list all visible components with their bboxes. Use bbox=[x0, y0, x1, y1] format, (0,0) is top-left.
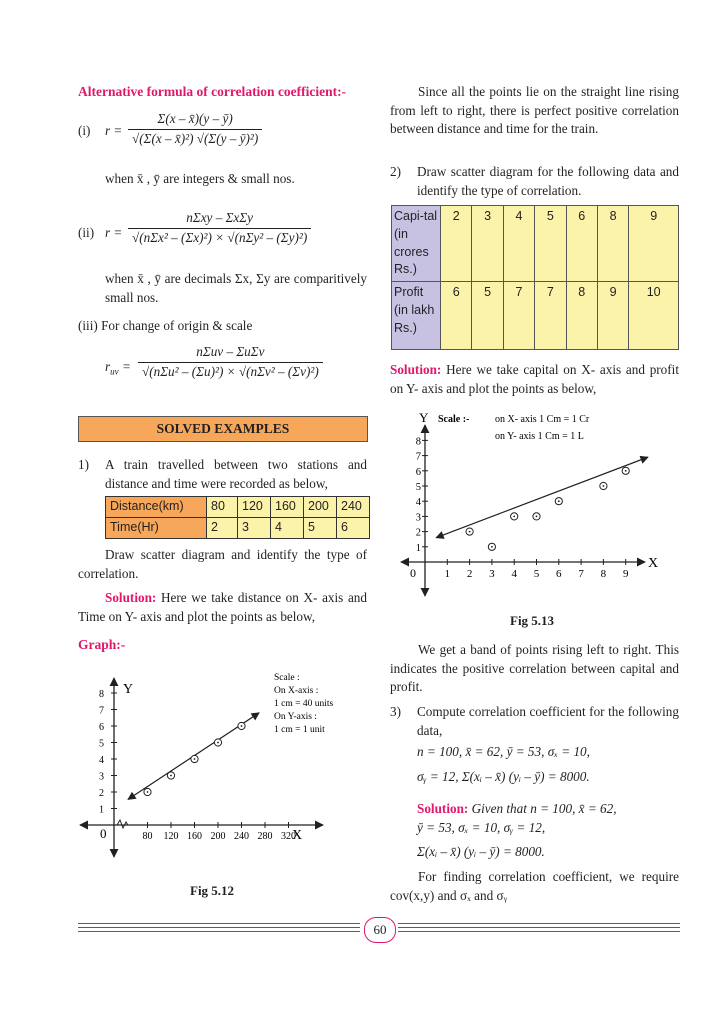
table-cell: 160 bbox=[271, 497, 304, 518]
question-2-text: Draw scatter diagram for the following data and identify the type of correlation. bbox=[417, 164, 679, 198]
solution-3-line-3: Σ(xᵢ – x̄) (yᵢ – ȳ) = 8000. bbox=[417, 844, 545, 859]
table-cell: 120 bbox=[238, 497, 271, 518]
x-axis-label: X bbox=[292, 828, 303, 843]
question-2-number: 2) bbox=[390, 164, 401, 179]
solved-examples-banner: SOLVED EXAMPLES bbox=[78, 416, 368, 442]
formula-2-numerator: nΣxy – ΣxΣy bbox=[186, 210, 253, 225]
table-cell: 7 bbox=[503, 282, 534, 350]
scatter-point-dot bbox=[491, 546, 493, 548]
formula-2-label: (ii) bbox=[78, 225, 95, 240]
table-row bbox=[106, 497, 370, 518]
x-tick-label: 3 bbox=[489, 568, 495, 580]
x-tick-label: 8 bbox=[600, 568, 607, 580]
x-tick-label: 9 bbox=[622, 568, 629, 580]
footer-rule-left bbox=[78, 923, 360, 924]
formula-2 bbox=[128, 209, 311, 247]
scale-text: Scale :- bbox=[438, 414, 470, 425]
scatter-point-dot bbox=[241, 725, 243, 727]
formula-3-lhs bbox=[105, 358, 131, 378]
solution-2 bbox=[390, 361, 679, 398]
question-3-text: Compute correlation coefficient for the following data, bbox=[417, 704, 679, 738]
x-tick-label: 160 bbox=[187, 831, 202, 842]
table-cell: 8 bbox=[597, 206, 628, 282]
scatter-point-dot bbox=[469, 531, 471, 533]
table-cell: 9 bbox=[629, 206, 679, 282]
formula-3-sub: uv bbox=[110, 366, 119, 377]
solution-1-label: Solution: bbox=[105, 590, 157, 605]
scale-text: 1 cm = 1 unit bbox=[274, 725, 325, 735]
table-cell: 200 bbox=[304, 497, 337, 518]
table-cell: 80 bbox=[207, 497, 238, 518]
y-tick-label: 3 bbox=[415, 512, 421, 524]
table-cell: 9 bbox=[597, 282, 628, 350]
x-tick-label: 240 bbox=[234, 831, 249, 842]
table-row-label: Capi-tal (in crores Rs.) bbox=[392, 206, 441, 282]
y-tick-label: 5 bbox=[415, 482, 421, 493]
table-cell: 6 bbox=[441, 282, 472, 350]
scale-text: Scale : bbox=[274, 673, 300, 683]
table-cell: 8 bbox=[566, 282, 597, 350]
formula-2-lhs: r = bbox=[105, 225, 123, 240]
x-tick-label: 6 bbox=[556, 568, 562, 580]
x-tick-label: 80 bbox=[142, 831, 153, 842]
capital-profit-table bbox=[391, 205, 679, 350]
scatter-point-dot bbox=[558, 500, 560, 502]
origin-label: 0 bbox=[100, 826, 107, 841]
solution-3 bbox=[417, 800, 679, 819]
x-tick-label: 120 bbox=[163, 831, 179, 842]
y-tick-label: 2 bbox=[415, 527, 421, 539]
fig-5-12-caption: Fig 5.12 bbox=[190, 883, 235, 898]
y-tick-label: 5 bbox=[99, 738, 104, 750]
formula-3-numerator: nΣuv – ΣuΣv bbox=[196, 344, 265, 359]
table-cell: 6 bbox=[566, 206, 597, 282]
table-cell: 3 bbox=[472, 206, 503, 282]
y-tick-label: 1 bbox=[99, 804, 104, 816]
solution-3-label: Solution: bbox=[417, 801, 469, 816]
x-tick-label: 280 bbox=[257, 831, 273, 842]
scale-text: On X-axis : bbox=[274, 686, 319, 696]
alt-formula-heading: Alternative formula of correlation coefficient:- bbox=[78, 84, 347, 99]
origin-label: 0 bbox=[410, 566, 416, 580]
table-cell: 5 bbox=[304, 517, 337, 538]
question-1-instruction: Draw scatter diagram and identify the type of correlation. bbox=[78, 547, 367, 581]
x-tick-label: 200 bbox=[210, 831, 226, 842]
scale-text: 1 cm = 40 units bbox=[274, 699, 334, 709]
question-3-number: 3) bbox=[390, 704, 401, 719]
scale-text: On Y-axis : bbox=[274, 712, 317, 722]
x-tick-label: 320 bbox=[281, 831, 296, 842]
scatter-chart-fig-5-12 bbox=[78, 660, 368, 860]
table-row bbox=[392, 282, 679, 350]
table-cell: 3 bbox=[238, 517, 271, 538]
distance-time-table bbox=[105, 496, 370, 539]
formula-1-note: when x̄ , ȳ are integers & small nos. bbox=[105, 171, 295, 186]
table-cell: 10 bbox=[629, 282, 679, 350]
y-tick-label: 7 bbox=[99, 705, 104, 717]
y-tick-label: 6 bbox=[99, 722, 104, 733]
footer-rule-right bbox=[398, 923, 680, 924]
solution-2-label: Solution: bbox=[390, 362, 442, 377]
solution-2-text: Here we take capital on X- axis and profit on Y- axis and plot the points as below, bbox=[390, 362, 679, 396]
solution-3-line-1: Given that n = 100, x̄ = 62, bbox=[471, 801, 617, 816]
scatter-point-dot bbox=[603, 485, 605, 487]
solution-3-line-2: ȳ = 53, σₓ = 10, σᵧ = 12, bbox=[417, 820, 546, 835]
footer-rule-left-2 bbox=[78, 927, 360, 928]
solution-1-text: Here we take distance on X- axis and Time on Y- axis and plot the points as below, bbox=[78, 590, 367, 624]
solution-3-line-4: For finding correlation coefficient, we require cov(x,y) and σₓ and σᵧ bbox=[390, 869, 679, 903]
formula-1-denominator: √(Σ(x – x̄)²) √(Σ(y – ȳ)²) bbox=[128, 129, 262, 149]
table-cell: 2 bbox=[441, 206, 472, 282]
formula-3-eq: = bbox=[121, 359, 131, 374]
formula-1-numerator: Σ(x – x̄)(y – ȳ) bbox=[157, 111, 233, 126]
question-1-text: A train travelled between two stations and distance and time were recorded as below, bbox=[105, 457, 367, 491]
table-cell: 5 bbox=[472, 282, 503, 350]
footer-rule-right-3 bbox=[398, 931, 680, 932]
formula-1-lhs: r = bbox=[105, 123, 123, 138]
table-cell: 240 bbox=[337, 497, 370, 518]
table-row bbox=[392, 206, 679, 282]
table-cell: 4 bbox=[271, 517, 304, 538]
x-tick-label: 2 bbox=[466, 568, 473, 580]
graph-label: Graph:- bbox=[78, 637, 126, 652]
table-row-label: Profit (in lakh Rs.) bbox=[392, 282, 441, 350]
fig-5-13-caption: Fig 5.13 bbox=[510, 613, 555, 628]
y-tick-label: 1 bbox=[415, 542, 421, 554]
formula-2-note: when x̄ , ȳ are decimals Σx, Σy are comparitively small nos. bbox=[105, 271, 367, 305]
page-number: 60 bbox=[364, 917, 396, 943]
y-tick-label: 4 bbox=[99, 755, 104, 766]
scatter-point-dot bbox=[217, 742, 219, 744]
table-cell: 7 bbox=[535, 282, 566, 350]
table-row-label: Time(Hr) bbox=[106, 517, 207, 538]
y-axis-label: Y bbox=[419, 410, 429, 425]
y-tick-label: 8 bbox=[99, 689, 104, 700]
solution-1 bbox=[78, 589, 367, 626]
table-cell: 4 bbox=[503, 206, 534, 282]
scatter-point-dot bbox=[513, 516, 515, 518]
formula-3-r: r bbox=[105, 359, 111, 374]
question-1-number: 1) bbox=[78, 457, 89, 472]
y-tick-label: 2 bbox=[99, 788, 104, 799]
x-axis-label: X bbox=[648, 556, 659, 571]
y-tick-label: 3 bbox=[99, 771, 104, 783]
table-cell: 5 bbox=[535, 206, 566, 282]
y-tick-label: 4 bbox=[415, 497, 421, 509]
x-tick-label: 7 bbox=[578, 568, 584, 580]
formula-2-denominator: √(nΣx² – (Σx)²) × √(nΣy² – (Σy)²) bbox=[128, 228, 311, 248]
formula-1-label: (i) bbox=[78, 123, 91, 138]
correlation-paragraph: Since all the points lie on the straight line rising from left to right, there is perfect positive correlation between distance and time for the train. bbox=[390, 84, 679, 137]
footer-rule-right-2 bbox=[398, 927, 680, 928]
formula-1 bbox=[128, 110, 262, 148]
formula-3 bbox=[138, 343, 323, 381]
y-axis-label: Y bbox=[123, 682, 134, 697]
scatter-point-dot bbox=[536, 516, 538, 518]
scatter-chart-fig-5-13 bbox=[395, 405, 675, 605]
y-tick-label: 6 bbox=[415, 466, 421, 478]
question-3-data-line-2: σᵧ = 12, Σ(xᵢ – x̄) (yᵢ – ȳ) = 8000. bbox=[417, 769, 590, 784]
question-3-data-line-1: n = 100, x̄ = 62, ȳ = 53, σₓ = 10, bbox=[417, 744, 590, 759]
y-tick-label: 7 bbox=[415, 451, 421, 463]
x-tick-label: 5 bbox=[533, 568, 540, 580]
trend-line bbox=[436, 457, 648, 538]
scatter-point-dot bbox=[625, 470, 627, 472]
band-paragraph: We get a band of points rising left to right. This indicates the positive correlation between capital and profit. bbox=[390, 642, 679, 695]
scale-text: on X- axis 1 Cm = 1 Cr bbox=[495, 414, 590, 425]
scatter-point-dot bbox=[194, 758, 196, 760]
x-tick-label: 4 bbox=[511, 568, 517, 580]
scatter-point-dot bbox=[147, 791, 149, 793]
x-tick-label: 1 bbox=[444, 568, 451, 580]
y-tick-label: 8 bbox=[415, 436, 421, 448]
scale-text: on Y- axis 1 Cm = 1 L bbox=[495, 431, 584, 442]
table-row-label: Distance(km) bbox=[106, 497, 207, 518]
scatter-point-dot bbox=[170, 775, 172, 777]
table-row bbox=[106, 517, 370, 538]
table-cell: 6 bbox=[337, 517, 370, 538]
formula-3-label: (iii) For change of origin & scale bbox=[78, 318, 253, 333]
formula-3-denominator: √(nΣu² – (Σu)²) × √(nΣv² – (Σv)²) bbox=[138, 362, 323, 382]
axis-break-mark bbox=[117, 820, 128, 828]
table-cell: 2 bbox=[207, 517, 238, 538]
footer-rule-left-3 bbox=[78, 931, 360, 932]
